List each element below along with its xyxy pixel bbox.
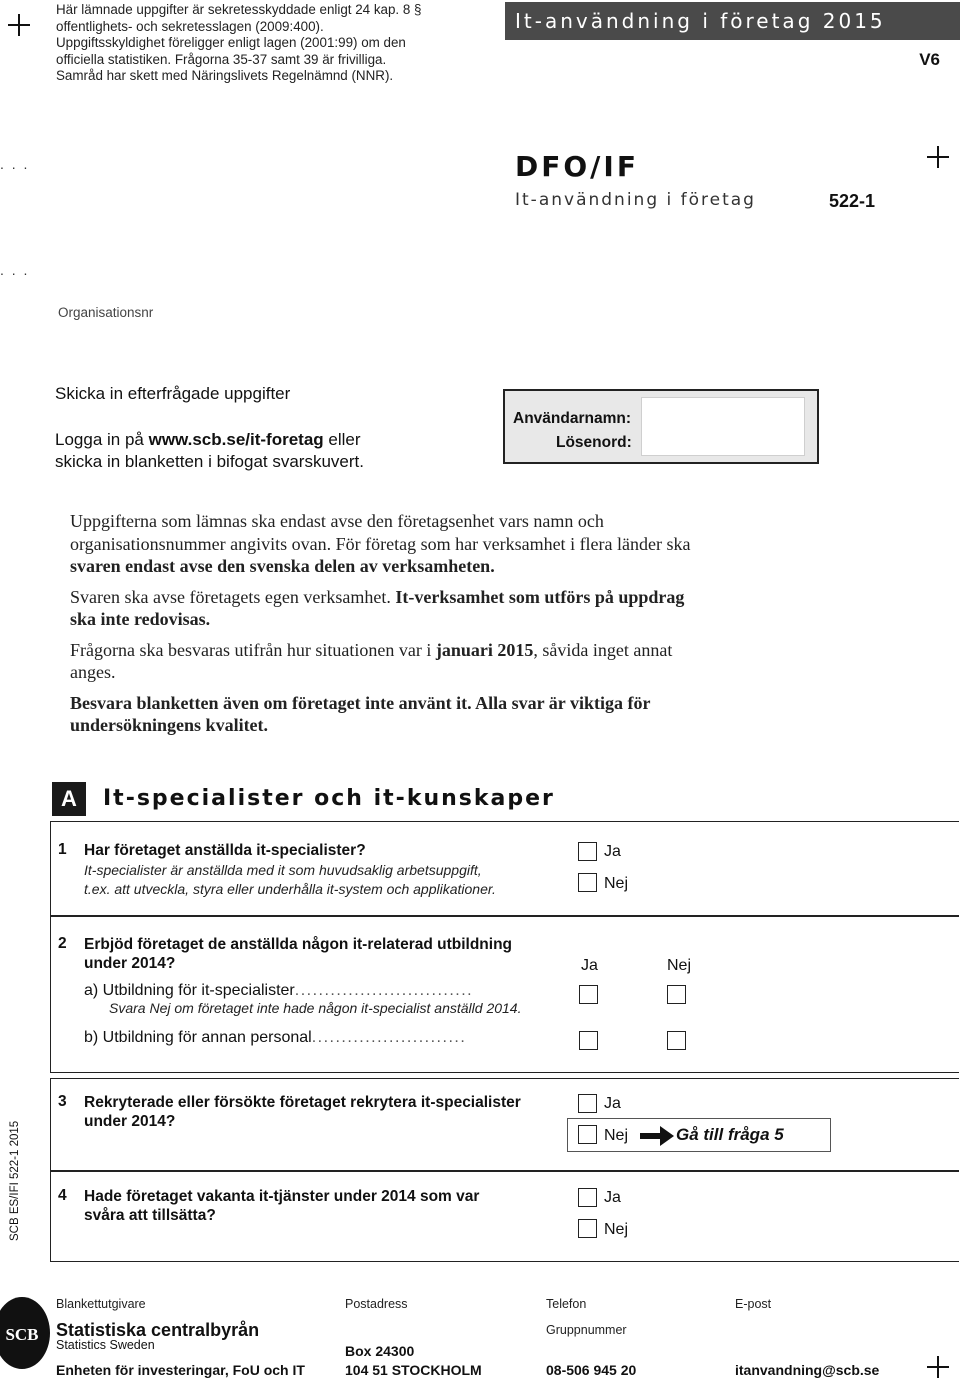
q4-yes-checkbox[interactable] <box>578 1188 597 1207</box>
question-4-text: Hade företaget vakanta it-tjänster under 2014 som var svåra att tillsätta? <box>84 1188 480 1224</box>
credentials-field[interactable] <box>641 397 805 456</box>
fold-marker: . . . <box>0 262 30 278</box>
q4-no-label: Nej <box>604 1221 629 1238</box>
login-url-link[interactable]: www.scb.se/it-foretag <box>148 430 324 449</box>
registration-mark-icon <box>927 1356 949 1378</box>
send-title: Skicka in efterfrågade uppgifter <box>55 384 291 403</box>
question-2-text: Erbjöd företaget de anställda någon it-relaterad utbildning under 2014? <box>84 936 513 972</box>
issuer-label: Blankettutgivare <box>56 1297 146 1311</box>
postal-box: Box 24300 <box>345 1343 415 1359</box>
form-id-side-text: SCB ES/IFI 522-1 2015 <box>9 1120 21 1241</box>
logo-name: Statistiska centralbyrån <box>56 1320 260 1340</box>
survey-banner: It-användning i företag 2015 <box>505 2 960 40</box>
form-number: 522-1 <box>829 191 876 211</box>
skip-instruction-text: Gå till fråga 5 <box>676 1125 784 1144</box>
q2-col-yes: Ja <box>581 957 598 974</box>
q1-yes-label: Ja <box>604 843 621 860</box>
divider <box>50 1170 959 1172</box>
intro-text: Uppgifterna som lämnas ska endast avse den företagsenhet vars namn och organisationsnummer angivits ovan. För företag som har verksamhet i flera länder ska svaren endast avse den svenska delen av verksamheten. Svaren ska avse företagets egen verksamhet. It-verksamhet som utförs på uppdrag ska inte redovisas. Frågorna ska besvaras utifrån hur situationen var i januari 2015, såvida inget annat anges. Besvara blanketten även om företaget inte använt it. Alla svar är viktiga för undersökningens kvalitet. <box>70 511 691 735</box>
form-subtitle: It-användning i företag <box>515 190 756 210</box>
issuer-value: Enheten för investeringar, FoU och IT <box>56 1362 305 1378</box>
question-number: 2 <box>58 935 67 952</box>
q1-yes-checkbox[interactable] <box>578 842 597 861</box>
q4-yes-label: Ja <box>604 1189 621 1206</box>
section-letter: A <box>52 782 86 816</box>
phone-label: Telefon <box>546 1297 587 1311</box>
org-number-label: Organisationsnr <box>58 305 154 320</box>
postal-city: 104 51 STOCKHOLM <box>345 1362 482 1378</box>
registration-mark-icon <box>927 146 949 168</box>
form-code: DFO/IF <box>515 150 639 183</box>
q2-col-no: Nej <box>667 957 692 974</box>
q2b-yes-checkbox[interactable] <box>579 1031 598 1050</box>
question-1-help: It-specialister är anställda med it som huvudsaklig arbetsuppgift, t.ex. att utveckla, styra eller underhålla it-system och applikationer. <box>84 862 496 897</box>
q2a-no-checkbox[interactable] <box>667 985 686 1004</box>
password-label: Lösenord: <box>556 434 632 451</box>
q2a-label: a) Utbildning för it-specialister.............................. <box>84 982 474 999</box>
q1-no-checkbox[interactable] <box>578 873 597 892</box>
email-value[interactable]: itanvandning@scb.se <box>735 1362 880 1378</box>
registration-mark-icon <box>8 14 30 36</box>
svg-text:SCB: SCB <box>5 1325 39 1344</box>
q2a-yes-checkbox[interactable] <box>579 985 598 1004</box>
q3-yes-checkbox[interactable] <box>578 1094 597 1113</box>
q3-no-label: Nej <box>604 1127 629 1144</box>
address-label: Postadress <box>345 1297 408 1311</box>
phone-value: 08-506 945 20 <box>546 1362 637 1378</box>
email-label: E-post <box>735 1297 772 1311</box>
login-instructions: Logga in på www.scb.se/it-foretag eller skicka in blanketten i bifogat svarskuvert. <box>55 430 364 471</box>
q1-no-label: Nej <box>604 875 629 892</box>
logo-english-name: Statistics Sweden <box>56 1338 155 1352</box>
q3-yes-label: Ja <box>604 1095 621 1112</box>
question-number: 3 <box>58 1093 67 1110</box>
question-1-text: Har företaget anställda it-specialister? <box>84 842 366 859</box>
q2b-no-checkbox[interactable] <box>667 1031 686 1050</box>
q4-no-checkbox[interactable] <box>578 1219 597 1238</box>
group-number-label: Gruppnummer <box>546 1323 627 1337</box>
q2b-label: b) Utbildning för annan personal.......................... <box>84 1029 467 1046</box>
username-label: Användarnamn: <box>513 410 631 427</box>
legal-notice: Här lämnade uppgifter är sekretesskyddade enligt 24 kap. 8 § offentlighets- och sekretesslagen (2009:400). Uppgiftsskyldighet föreligger enligt lagen (2001:99) om den officiella statistiken. Frågorna 35-37 samt 39 är frivilliga. Samråd har skett med Näringslivets Regelnämnd (NNR). <box>56 2 422 83</box>
question-number: 1 <box>58 841 67 858</box>
fold-marker: . . . <box>0 156 30 172</box>
q3-no-checkbox[interactable] <box>578 1125 597 1144</box>
scb-logo-icon <box>0 1297 50 1369</box>
q2a-help: Svara Nej om företaget inte hade någon it-specialist anställd 2014. <box>109 1000 522 1016</box>
question-3-text: Rekryterade eller försökte företaget rekrytera it-specialister under 2014? <box>84 1094 521 1130</box>
question-number: 4 <box>58 1187 67 1204</box>
version-label: V6 <box>919 50 940 69</box>
section-title: It-specialister och it-kunskaper <box>103 786 555 811</box>
